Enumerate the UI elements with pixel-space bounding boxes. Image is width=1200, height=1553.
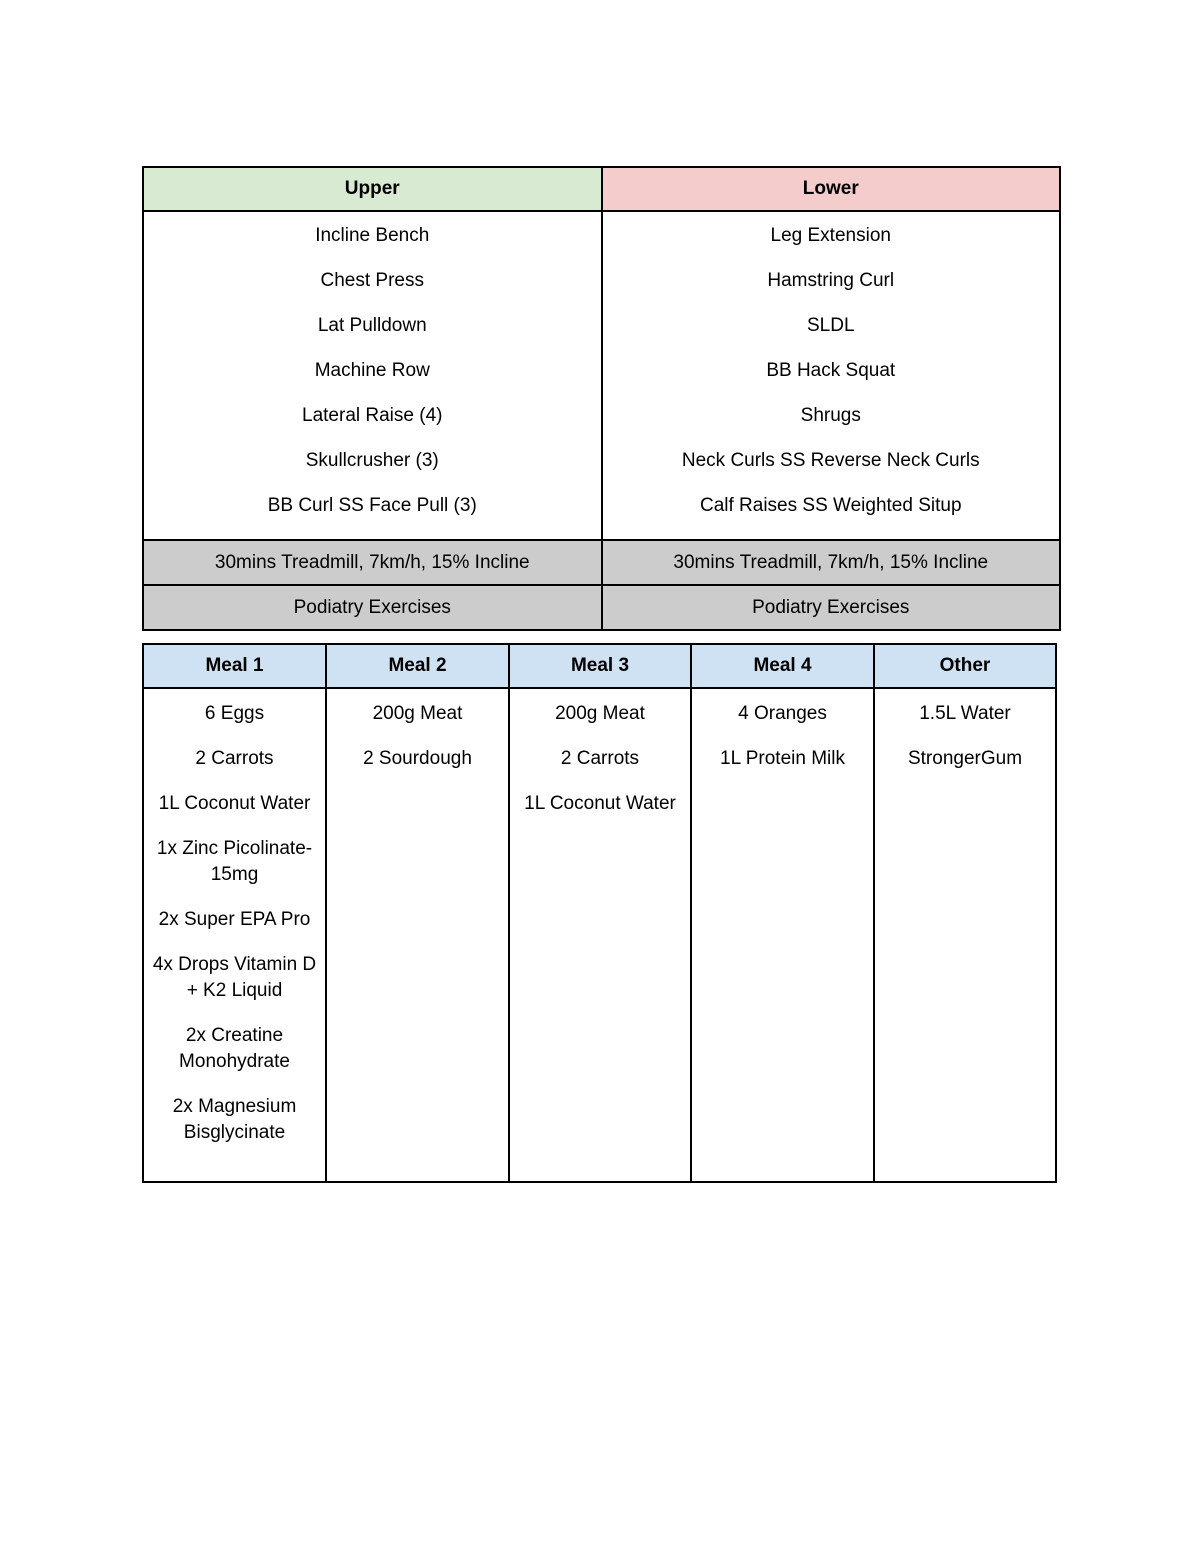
exercise-item: BB Hack Squat xyxy=(766,360,896,381)
meal-item: 6 Eggs xyxy=(204,703,265,724)
meal-4-header: Meal 4 xyxy=(691,644,874,688)
exercise-item: Lat Pulldown xyxy=(317,315,427,336)
meal-item: 1L Coconut Water xyxy=(524,793,676,814)
other-header: Other xyxy=(874,644,1056,688)
lower-exercise-list xyxy=(603,212,1060,539)
meal-item: StrongerGum xyxy=(907,748,1023,769)
meal-4-list xyxy=(692,689,873,772)
meal-item: 2 Carrots xyxy=(560,748,640,769)
meal-item: 1.5L Water xyxy=(919,703,1011,724)
meal-item: 2x Creatine Monohydrate xyxy=(179,1025,290,1072)
meal-item: 4 Oranges xyxy=(738,703,827,724)
upper-exercise-list xyxy=(144,212,601,539)
cardio-row xyxy=(143,540,1060,585)
meal-2-list xyxy=(327,689,508,772)
meal-3-list xyxy=(510,689,690,817)
meal-items-row xyxy=(143,688,1056,1182)
meal-1-list xyxy=(144,689,325,1146)
meal-1-cell xyxy=(143,688,326,1182)
meal-4-cell xyxy=(691,688,874,1182)
meal-3-cell xyxy=(509,688,691,1182)
upper-podiatry-cell: Podiatry Exercises xyxy=(143,585,602,630)
lower-exercises-cell xyxy=(602,211,1061,540)
meal-item: 1x Zinc Picolinate-15mg xyxy=(156,838,313,885)
exercise-item: Chest Press xyxy=(320,270,424,291)
exercise-item: Calf Raises SS Weighted Situp xyxy=(699,495,962,516)
meal-2-header: Meal 2 xyxy=(326,644,509,688)
meal-item: 2x Super EPA Pro xyxy=(158,909,311,930)
meal-3-header: Meal 3 xyxy=(509,644,691,688)
workout-table xyxy=(142,166,1061,631)
lower-podiatry-cell: Podiatry Exercises xyxy=(602,585,1061,630)
meal-header-row xyxy=(143,644,1056,688)
workout-header-row xyxy=(143,167,1060,211)
meal-1-header: Meal 1 xyxy=(143,644,326,688)
meal-item: 200g Meat xyxy=(555,703,645,724)
exercise-item: BB Curl SS Face Pull (3) xyxy=(267,495,477,516)
meal-item: 4x Drops Vitamin D + K2 Liquid xyxy=(152,954,317,1001)
exercise-item: Skullcrusher (3) xyxy=(305,450,439,471)
podiatry-row xyxy=(143,585,1060,630)
exercise-item: Hamstring Curl xyxy=(767,270,895,291)
exercise-item: Neck Curls SS Reverse Neck Curls xyxy=(681,450,980,471)
other-list xyxy=(875,689,1055,772)
meal-item: 1L Protein Milk xyxy=(720,748,845,769)
meal-item: 200g Meat xyxy=(372,703,463,724)
meal-item: 2 Sourdough xyxy=(363,748,472,769)
exercise-row xyxy=(143,211,1060,540)
exercise-item: SLDL xyxy=(806,315,855,336)
other-cell xyxy=(874,688,1056,1182)
exercise-item: Lateral Raise (4) xyxy=(302,405,443,426)
upper-exercises-cell xyxy=(143,211,602,540)
exercise-item: Shrugs xyxy=(800,405,861,426)
exercise-item: Machine Row xyxy=(314,360,430,381)
upper-cardio-cell: 30mins Treadmill, 7km/h, 15% Incline xyxy=(143,540,602,585)
lower-header: Lower xyxy=(602,167,1061,211)
meal-table xyxy=(142,643,1057,1183)
meal-2-cell xyxy=(326,688,509,1182)
meal-item: 1L Coconut Water xyxy=(158,793,311,814)
exercise-item: Leg Extension xyxy=(770,225,891,246)
meal-item: 2 Carrots xyxy=(195,748,274,769)
upper-header: Upper xyxy=(143,167,602,211)
lower-cardio-cell: 30mins Treadmill, 7km/h, 15% Incline xyxy=(602,540,1061,585)
meal-item: 2x Magnesium Bisglycinate xyxy=(172,1096,297,1143)
exercise-item: Incline Bench xyxy=(315,225,430,246)
